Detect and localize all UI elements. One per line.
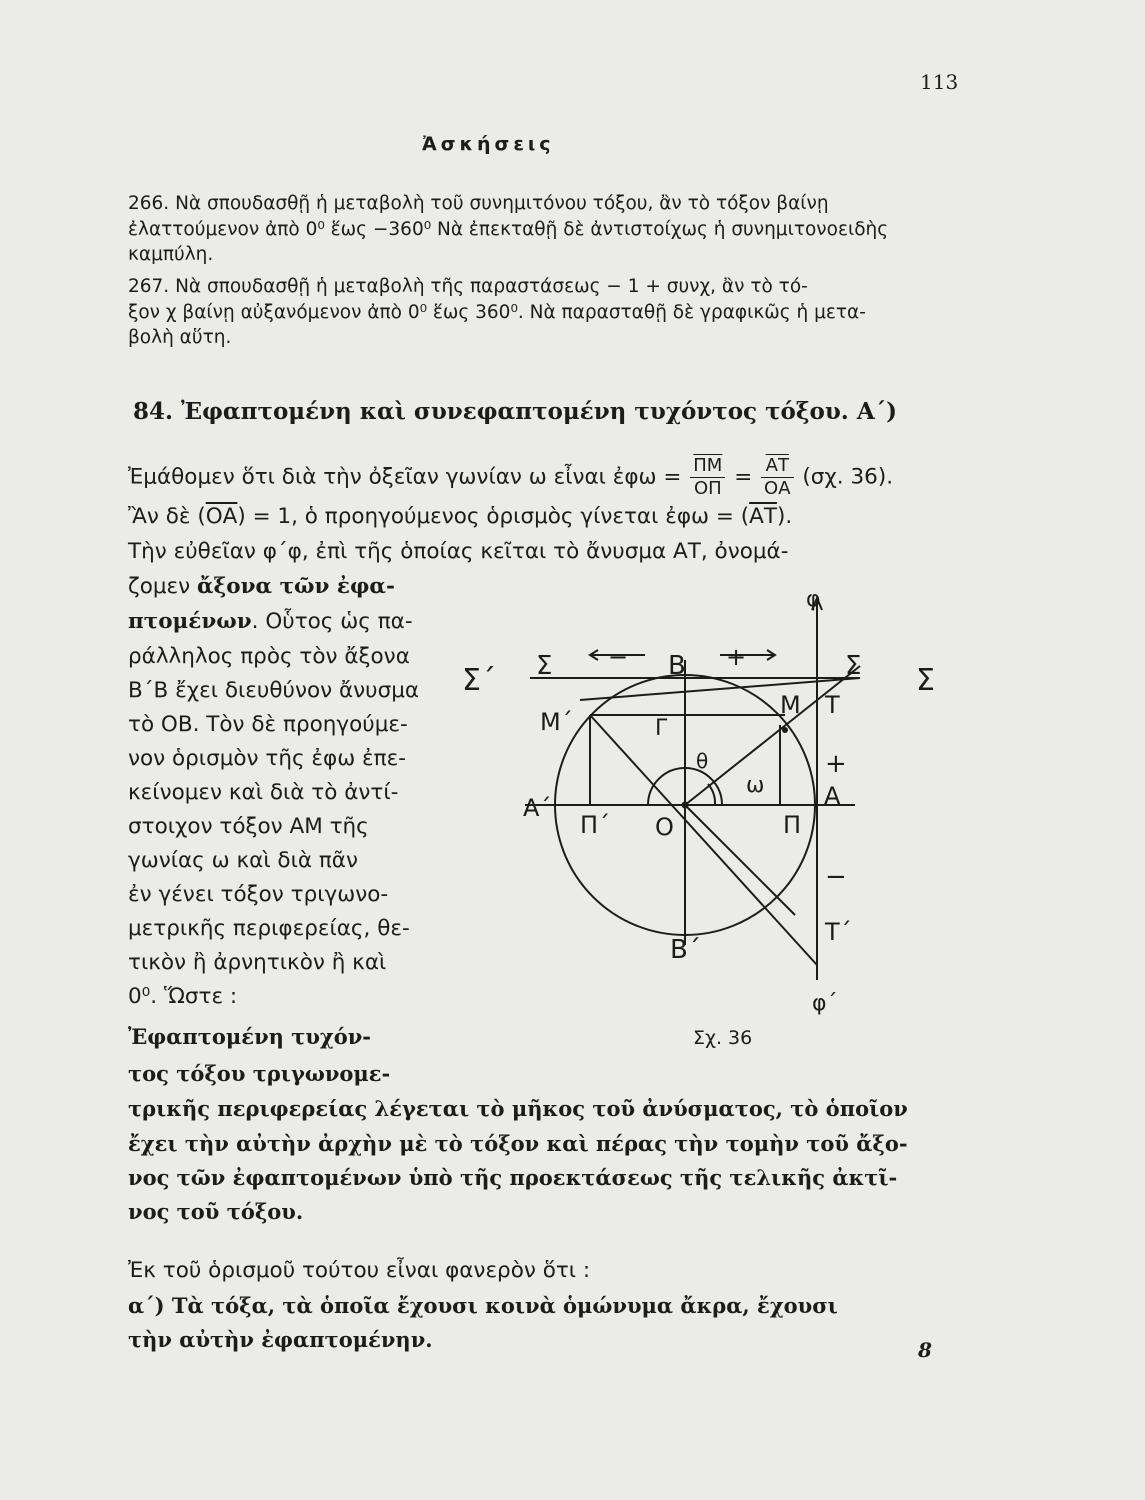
label-m-prime: Μ΄ — [540, 708, 573, 736]
point-m — [782, 727, 788, 733]
label-phi-prime: φ΄ — [812, 991, 838, 1016]
label-plus-top: + — [726, 643, 747, 671]
label-b-prime: Β΄ — [670, 935, 701, 965]
left-column-line: στοιχον τόξον ΑΜ τῆς — [128, 814, 369, 839]
fraction-denominator: ΟΑ — [764, 478, 791, 499]
exercise-267-line-2: ξον χ βαίνῃ αὐξανόμενον ἀπὸ 0⁰ ἕως 360⁰. Νὰ παρασταθῇ δὲ γραφικῶς ἡ μετα- — [128, 302, 866, 323]
label-b: Β — [668, 651, 686, 681]
label-theta: θ — [696, 749, 709, 773]
definition-line: Ἐφαπτομένη τυχόν- — [128, 1024, 372, 1049]
page-number: 113 — [920, 70, 959, 94]
left-column-line: τὸ ΟΒ. Τὸν δὲ προηγούμε- — [128, 712, 408, 737]
exercise-267-line-3: βολὴ αὕτη. — [128, 327, 232, 348]
paragraph-line: Τὴν εὐθεῖαν φ΄φ, ἐπὶ τῆς ὁποίας κεῖται τὸ ἄνυσμα ΑΤ, ὀνομά- — [128, 539, 789, 564]
paragraph-line — [128, 574, 395, 599]
label-sigma-left: Σ — [536, 651, 553, 681]
label-p: Π — [783, 811, 802, 839]
consequence-line: α΄) Τὰ τόξα, τὰ ὁποῖα ἔχουσι κοινὰ ὁμώνυμα ἄκρα, ἔχουσι — [128, 1293, 838, 1318]
figure-36-diagram — [440, 570, 960, 1020]
left-column-line: ράλληλος πρὸς τὸν ἄξονα — [128, 644, 410, 669]
consequence-line: τὴν αὐτὴν ἐφαπτομένην. — [128, 1327, 433, 1352]
label-omega: ω — [746, 773, 765, 798]
fraction-numerator: $\overline{AT}$ — [761, 455, 793, 478]
label-sigma: Σ — [916, 663, 935, 698]
label-a-prime: Α΄ — [523, 794, 552, 822]
left-column-line: νον ὁρισμὸν τῆς ἐφω ἐπε- — [128, 746, 406, 771]
tangent-formula-line — [128, 455, 893, 500]
left-column-line: τικὸν ἢ ἀρνητικὸν ἢ καὶ — [128, 950, 387, 975]
figure-caption: Σχ. 36 — [693, 1027, 753, 1049]
label-t-prime: Τ΄ — [825, 918, 852, 946]
text-part: ζομεν — [128, 574, 197, 599]
label-minus-axis: − — [825, 862, 847, 892]
exercise-266-line-1: 266. Νὰ σπουδασθῇ ἡ μεταβολὴ τοῦ συνημιτόνου τόξου, ἂν τὸ τόξον βαίνῃ — [128, 193, 829, 214]
label-sigma-right: Σ — [845, 651, 862, 681]
exercise-267-line-1: 267. Νὰ σπουδασθῇ ἡ μεταβολὴ τῆς παραστάσεως − 1 + συνχ, ἂν τὸ τό- — [128, 276, 808, 297]
radius-lower — [685, 805, 795, 915]
equals-sign: = — [734, 464, 753, 490]
label-a: Α — [824, 782, 841, 810]
text-part: Ἂν δὲ ( — [128, 504, 206, 529]
left-column-line — [128, 609, 413, 634]
exercise-266-line-2: ἐλαττούμενον ἀπὸ 0⁰ ἕως −360⁰ Νὰ ἐπεκταθῇ δὲ ἀντιστοίχως ἡ συνημιτονοειδὴς — [128, 219, 889, 240]
definition-line: νος τῶν ἐφαπτομένων ὑπὸ τῆς προεκτάσεως τῆς τελικῆς ἀκτῖ- — [128, 1165, 898, 1190]
exercises-heading: Ἀσκήσεις — [422, 133, 555, 155]
label-p-prime: Π΄ — [580, 811, 611, 839]
unit-definition-line — [128, 504, 792, 529]
text-part: ) = 1, ὁ προηγούμενος ὁρισμὸς γίνεται ἐφω = ( — [237, 504, 750, 529]
definition-line: τρικῆς περιφερείας λέγεται τὸ μῆκος τοῦ ἀνύσματος, τὸ ὁποῖον — [128, 1096, 908, 1121]
formula-text: Ἐμάθομεν ὅτι διὰ τὴν ὀξεῖαν γωνίαν ω εἶναι ἐφω = — [128, 464, 682, 490]
label-phi: φ — [806, 587, 821, 612]
left-column-line: γωνίας ω καὶ διὰ πᾶν — [128, 848, 358, 873]
exercise-266-line-3: καμπύλη. — [128, 244, 214, 265]
consequence-intro: Ἐκ τοῦ ὁρισμοῦ τούτου εἶναι φανερὸν ὅτι : — [128, 1258, 591, 1283]
bold-term: πτομένων — [128, 609, 252, 634]
signature-mark: 8 — [918, 1338, 932, 1362]
label-o: Ο — [655, 813, 674, 841]
left-column-line: ἐν γένει τόξον τριγωνο- — [128, 882, 389, 907]
label-t: Τ — [825, 691, 840, 719]
label-minus-top: − — [608, 643, 629, 671]
text-part: ). — [776, 504, 793, 529]
left-column-line: κείνομεν καὶ διὰ τὸ ἀντί- — [128, 780, 399, 805]
fraction-numerator: $\overline{\Pi M}$ — [690, 455, 725, 478]
text-part: . Οὗτος ὡς πα- — [251, 609, 413, 634]
fraction-at-oa — [761, 455, 793, 500]
label-gamma: Γ — [655, 716, 668, 741]
vector-oa: $\overline{OA}$ — [205, 504, 238, 529]
figure-reference: (σχ. 36). — [802, 464, 894, 490]
fraction-denominator: ΟΠ — [693, 478, 722, 499]
center-point — [682, 802, 689, 809]
label-plus-axis: + — [825, 749, 847, 779]
definition-line: τος τόξου τριγωνομε- — [128, 1061, 391, 1086]
label-m: Μ — [780, 691, 801, 719]
definition-line: νος τοῦ τόξου. — [128, 1199, 304, 1224]
left-column-line: μετρικῆς περιφερείας, θε- — [128, 916, 410, 941]
label-sigma-prime: Σ΄ — [462, 663, 496, 698]
left-column-line: 0⁰. Ὥστε : — [128, 984, 238, 1009]
left-column-line: Β΄Β ἔχει διευθύνον ἄνυσμα — [128, 678, 420, 703]
bold-term: ἄξονα τῶν ἐφα- — [197, 574, 395, 599]
section-title: 84. Ἐφαπτομένη καὶ συνεφαπτομένη τυχόντος τόξου. Α΄) — [133, 398, 898, 425]
fraction-pm-op — [690, 455, 725, 500]
definition-line: ἔχει τὴν αὐτὴν ἀρχὴν μὲ τὸ τόξον καὶ πέρας τὴν τομὴν τοῦ ἄξο- — [128, 1131, 908, 1156]
vector-at: $\overline{AT}$ — [749, 504, 777, 529]
